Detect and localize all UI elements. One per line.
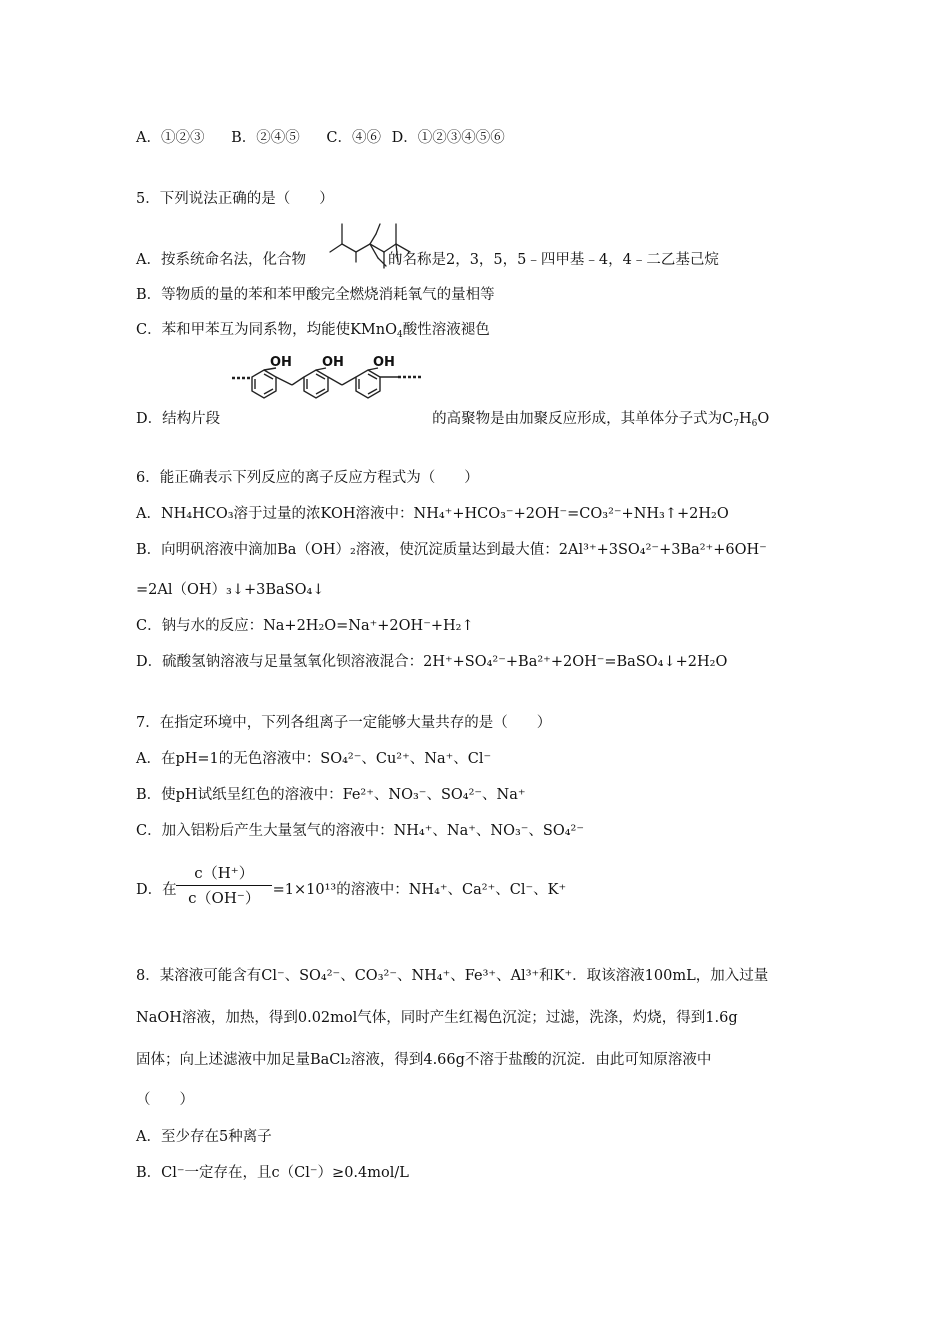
polymer-oh-label-3: OH	[373, 355, 395, 370]
q7-option-d-prefix: D．在	[136, 882, 177, 898]
fraction-numerator: c（H⁺）	[194, 864, 254, 882]
q7-option-b: B．使pH试纸呈红色的溶液中：Fe²⁺、NO₃⁻、SO₄²⁻、Na⁺	[136, 787, 526, 803]
q4-option-d: D．①②③④⑤⑥	[391, 130, 505, 146]
q5-option-c-sub: 4	[397, 330, 403, 340]
q6-option-b-line2: =2Al（OH）₃↓+3BaSO₄↓	[136, 582, 325, 598]
q5-option-d-text: 的高聚物是由加聚反应形成，其单体分子式为C	[432, 411, 734, 427]
q5-option-d-sub2: 6	[751, 419, 758, 429]
polymer-oh-label-1: OH	[270, 355, 292, 370]
q5-option-a-suffix: 的名称是2，3，5，5﹣四甲基﹣4，4﹣二乙基己烷	[387, 252, 719, 268]
q5-option-a	[136, 250, 719, 270]
q8-line-2: NaOH溶液，加热，得到0.02mol气体，同时产生红褐色沉淀；过滤，洗涤，灼烧，得到1.6g	[136, 1010, 738, 1026]
q5-option-c	[136, 320, 490, 340]
q5-option-b: B．等物质的量的苯和苯甲酸完全燃烧消耗氧气的量相等	[136, 287, 495, 303]
q5-stem: 5．下列说法正确的是（ ）	[136, 191, 334, 207]
q7-option-c: C．加入铝粉后产生大量氢气的溶液中：NH₄⁺、Na⁺、NO₃⁻、SO₄²⁻	[136, 823, 585, 839]
q4-option-a: A．①②③	[136, 130, 205, 146]
q8-line-4: （ ）	[136, 1092, 194, 1108]
q5-option-d-h: H	[738, 411, 752, 427]
concentration-ratio-fraction	[176, 862, 272, 909]
q7-stem: 7．在指定环境中，下列各组离子一定能够大量共存的是（ ）	[136, 715, 552, 731]
q6-option-c: C．钠与水的反应：Na+2H₂O=Na⁺+2OH⁻+H₂↑	[136, 618, 474, 634]
polymer-oh-label-2: OH	[322, 355, 344, 370]
q6-stem: 6．能正确表示下列反应的离子反应方程式为（ ）	[136, 470, 479, 486]
q5-option-c-text: C．苯和甲苯互为同系物，均能使KMnO	[136, 322, 397, 338]
q4-options	[136, 128, 505, 148]
q5-option-c-text2: 酸性溶液褪色	[402, 322, 490, 338]
q7-option-d-suffix: =1×10¹³的溶液中：NH₄⁺、Ca²⁺、Cl⁻、K⁺	[272, 882, 567, 898]
q6-option-a: A．NH₄HCO₃溶于过量的浓KOH溶液中：NH₄⁺+HCO₃⁻+2OH⁻=CO₃²⁻+NH₃↑+2H₂O	[136, 506, 729, 522]
polymer-fragment-image	[230, 352, 426, 420]
q7-option-a: A．在pH=1的无色溶液中：SO₄²⁻、Cu²⁺、Na⁺、Cl⁻	[136, 751, 492, 767]
skeletal-formula-image	[328, 218, 414, 272]
q6-option-d: D．硫酸氢钠溶液与足量氢氧化钡溶液混合：2H⁺+SO₄²⁻+Ba²⁺+2OH⁻=BaSO₄↓+2H₂O	[136, 654, 728, 670]
q5-option-a-prefix: A．按系统命名法，化合物	[136, 252, 306, 268]
fraction-bar	[176, 885, 272, 886]
q5-option-d-o: O	[757, 411, 770, 427]
q8-line-1: 8．某溶液可能含有Cl⁻、SO₄²⁻、CO₃²⁻、NH₄⁺、Fe³⁺、Al³⁺和K⁺．取该溶液100mL，加入过量	[136, 968, 769, 984]
q4-option-b: B．②④⑤	[231, 130, 300, 146]
q4-option-c: C．④⑥	[326, 130, 381, 146]
fraction-denominator: c（OH⁻）	[188, 889, 260, 907]
q8-option-a: A．至少存在5种离子	[136, 1129, 272, 1145]
q5-option-d-prefix: D．结构片段	[136, 411, 221, 427]
q8-option-b: B．Cl⁻一定存在，且c（Cl⁻）≥0.4mol/L	[136, 1165, 409, 1181]
q5-option-d-sub1: 7	[733, 419, 739, 429]
q6-option-b-line1: B．向明矾溶液中滴加Ba（OH）₂溶液，使沉淀质量达到最大值：2Al³⁺+3SO₄²⁻+3Ba²⁺+6OH⁻	[136, 542, 767, 558]
q8-line-3: 固体；向上述滤液中加足量BaCl₂溶液，得到4.66g不溶于盐酸的沉淀．由此可知原溶液中	[136, 1052, 712, 1068]
